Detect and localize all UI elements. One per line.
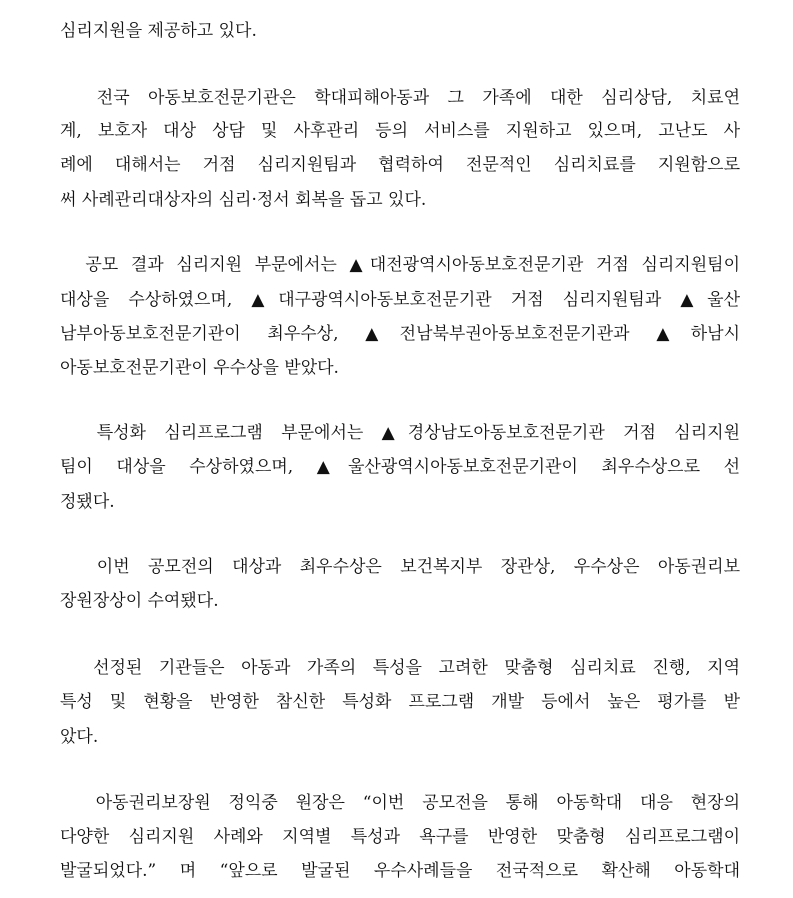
text-line: 다양한 심리지원 사례와 지역별 특성과 욕구를 반영한 맞춤형 심리프로그램이 — [60, 827, 740, 847]
text-line: 이번 공모전의 대상과 최우수상은 보건복지부 장관상, 우수상은 아동권리보 — [60, 557, 740, 577]
text-line: 았다. — [60, 727, 99, 747]
paragraph-line — [0, 477, 793, 528]
text-line: 팀이 대상을 수상하였으며, ▲울산광역시아동보호전문기관이 최우수상으로 선 — [60, 457, 740, 477]
paragraph-line — [0, 576, 793, 627]
text-line: 례에 대해서는 거점 심리지원팀과 협력하여 전문적인 심리치료를 지원함으로 — [60, 155, 740, 175]
text-line: 심리지원을 제공하고 있다. — [60, 21, 257, 41]
text-line: 남부아동보호전문기관이 최우수상, ▲전남북부권아동보호전문기관과 ▲하남시 — [60, 324, 740, 344]
text-line: 발굴되었다.” 며 “앞으로 발굴된 우수사례들을 전국적으로 확산해 아동학대 — [60, 861, 740, 881]
text-line: 계, 보호자 대상 상담 및 사후관리 등의 서비스를 지원하고 있으며, 고난도 사 — [60, 121, 740, 141]
text-line: 공모 결과 심리지원 부문에서는 ▲대전광역시아동보호전문기관 거점 심리지원팀이 — [60, 255, 740, 275]
text-line: 특성화 심리프로그램 부문에서는 ▲경상남도아동보호전문기관 거점 심리지원 — [60, 423, 740, 443]
text-line: 장원장상이 수여됐다. — [60, 591, 219, 611]
text-line: 특성 및 현황을 반영한 참신한 특성화 프로그램 개발 등에서 높은 평가를 받 — [60, 692, 740, 712]
paragraph-line — [0, 175, 793, 226]
text-line: 써 사례관리대상자의 심리·정서 회복을 돕고 있다. — [60, 190, 427, 210]
text-line: 전국 아동보호전문기관은 학대피해아동과 그 가족에 대한 심리상담, 치료연 — [60, 88, 740, 108]
paragraph-line — [0, 343, 793, 394]
text-line: 아동권리보장원 정익중 원장은 “이번 공모전을 통해 아동학대 대응 현장의 — [60, 793, 740, 813]
text-line: 선정된 기관들은 아동과 가족의 특성을 고려한 맞춤형 심리치료 진행, 지역 — [60, 658, 740, 678]
paragraph-line — [0, 6, 793, 57]
text-line: 정됐다. — [60, 492, 115, 512]
text-line: 대상을 수상하였으며, ▲대구광역시아동보호전문기관 거점 심리지원팀과 ▲울산 — [60, 290, 740, 310]
paragraph-line — [0, 712, 793, 763]
text-line: 아동보호전문기관이 우수상을 받았다. — [60, 358, 339, 378]
